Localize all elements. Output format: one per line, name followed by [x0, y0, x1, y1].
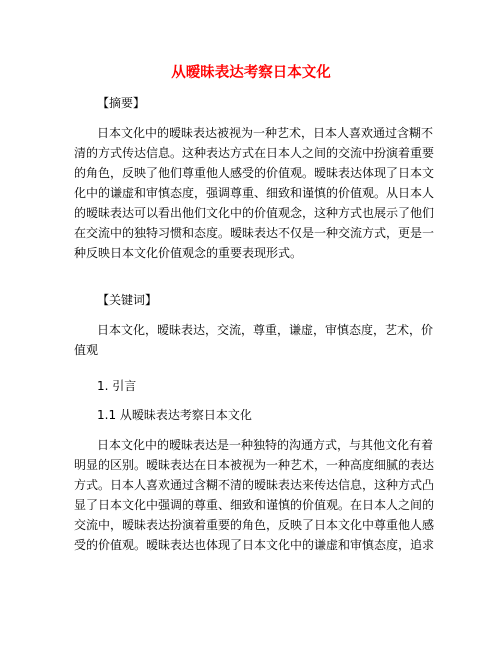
keywords-paragraph [74, 320, 434, 360]
abstract-paragraph [74, 123, 435, 263]
abstract-line: 化中的谦虚和审慎态度，强调尊重、细致和谨慎的价值观。从日本人 [74, 186, 435, 200]
body-paragraph [74, 435, 435, 555]
abstract-line: 清的方式传达信息。这种表达方式在日本人之间的交流中扮演着重要 [74, 146, 435, 160]
abstract-heading: 【摘要】 [97, 96, 146, 110]
keywords-heading: 【关键词】 [97, 293, 158, 307]
abstract-line: 种反映日本文化价值观念的重要表现形式。 [74, 246, 303, 260]
body-line: 受的价值观。暧昧表达也体现了日本文化中的谦虚和审慎态度，追求 [74, 538, 435, 552]
body-line: 交流中，暧昧表达扮演着重要的角色，反映了日本文化中尊重他人感 [74, 518, 435, 532]
body-line: 明显的区别。暧昧表达在日本被视为一种艺术，一种高度细腻的表达 [74, 458, 435, 472]
abstract-line: 在交流中的独特习惯和态度。暧昧表达不仅是一种交流方式，更是一 [74, 226, 435, 240]
body-line: 日本文化中的暧昧表达是一种独特的沟通方式，与其他文化有着 [97, 438, 434, 452]
section-1-1-heading: 1.1 从暧昧表达考察日本文化 [97, 408, 252, 422]
body-line: 方式。日本人喜欢通过含糊不清的暧昧表达来传达信息，这种方式凸 [74, 478, 435, 492]
keywords-line: 日本文化，暧昧表达，交流，尊重，谦虚，审慎态度，艺术，价 [97, 323, 434, 337]
abstract-line: 的角色，反映了他们尊重他人感受的价值观。暧昧表达体现了日本文 [74, 166, 435, 180]
keywords-line: 值观 [74, 343, 99, 357]
body-line: 显了日本文化中强调的尊重、细致和谨慎的价值观。在日本人之间的 [74, 498, 435, 512]
section-1-heading: 1. 引言 [97, 379, 137, 393]
abstract-line: 的暧昧表达可以看出他们文化中的价值观念，这种方式也展示了他们 [74, 206, 435, 220]
document-title: 从暧昧表达考察日本文化 [171, 65, 331, 81]
abstract-line: 日本文化中的暧昧表达被视为一种艺术，日本人喜欢通过含糊不 [97, 126, 434, 140]
